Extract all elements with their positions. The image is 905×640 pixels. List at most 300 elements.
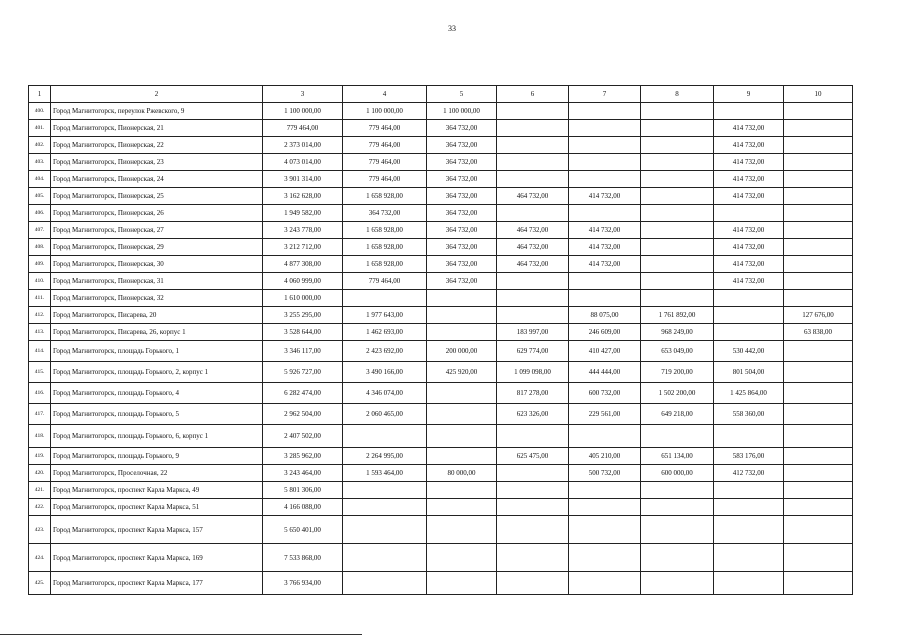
amount-cell: 1 761 892,00 — [641, 307, 714, 324]
amount-cell — [784, 404, 853, 425]
amount-cell: 229 561,00 — [569, 404, 641, 425]
table-row — [29, 404, 853, 425]
address-cell: Город Магнитогорск, проспект Карла Маркса, 49 — [51, 482, 263, 499]
address-cell: Город Магнитогорск, Пионерская, 32 — [51, 290, 263, 307]
row-number-cell: 425. — [29, 572, 51, 595]
amount-cell: 414 732,00 — [714, 120, 784, 137]
amount-cell — [641, 188, 714, 205]
amount-cell — [784, 256, 853, 273]
amount-cell: 1 100 000,00 — [343, 103, 427, 120]
amount-cell — [641, 290, 714, 307]
amount-cell: 1 502 200,00 — [641, 383, 714, 404]
amount-cell — [784, 273, 853, 290]
row-number-cell: 424. — [29, 544, 51, 572]
table-row — [29, 222, 853, 239]
amount-cell — [497, 482, 569, 499]
amount-cell: 425 920,00 — [427, 362, 497, 383]
amount-cell — [714, 324, 784, 341]
amount-cell — [343, 516, 427, 544]
table-body — [29, 103, 853, 595]
amount-cell — [641, 120, 714, 137]
row-number-cell: 417. — [29, 404, 51, 425]
amount-cell — [784, 362, 853, 383]
amount-cell — [497, 120, 569, 137]
column-header: 1 — [29, 86, 51, 103]
amount-cell: 364 732,00 — [427, 256, 497, 273]
amount-cell: 364 732,00 — [427, 154, 497, 171]
amount-cell — [497, 572, 569, 595]
amount-cell — [569, 273, 641, 290]
amount-cell — [784, 499, 853, 516]
amount-cell: 3 346 117,00 — [263, 341, 343, 362]
address-cell: Город Магнитогорск, Пионерская, 24 — [51, 171, 263, 188]
address-cell: Город Магнитогорск, проспект Карла Маркса, 177 — [51, 572, 263, 595]
amount-cell: 2 407 502,00 — [263, 425, 343, 448]
amount-cell — [427, 324, 497, 341]
address-cell: Город Магнитогорск, Пионерская, 27 — [51, 222, 263, 239]
amount-cell: 1 610 000,00 — [263, 290, 343, 307]
address-cell: Город Магнитогорск, Пионерская, 21 — [51, 120, 263, 137]
amount-cell — [427, 572, 497, 595]
amount-cell — [569, 205, 641, 222]
amount-cell: 2 423 692,00 — [343, 341, 427, 362]
table-row — [29, 425, 853, 448]
amount-cell: 364 732,00 — [427, 205, 497, 222]
amount-cell — [641, 222, 714, 239]
amount-cell — [641, 572, 714, 595]
amount-cell — [784, 222, 853, 239]
amount-cell: 414 732,00 — [714, 137, 784, 154]
amount-cell — [641, 171, 714, 188]
amount-cell: 3 490 166,00 — [343, 362, 427, 383]
amount-cell: 6 282 474,00 — [263, 383, 343, 404]
column-header: 6 — [497, 86, 569, 103]
amount-cell — [427, 425, 497, 448]
registry-table — [28, 85, 853, 595]
amount-cell — [569, 171, 641, 188]
amount-cell — [714, 544, 784, 572]
amount-cell: 3 901 314,00 — [263, 171, 343, 188]
amount-cell: 200 000,00 — [427, 341, 497, 362]
amount-cell — [569, 137, 641, 154]
amount-cell: 3 243 464,00 — [263, 465, 343, 482]
row-number-cell: 409. — [29, 256, 51, 273]
amount-cell — [497, 154, 569, 171]
amount-cell: 817 278,00 — [497, 383, 569, 404]
table-row — [29, 448, 853, 465]
amount-cell: 414 732,00 — [714, 256, 784, 273]
amount-cell: 3 243 778,00 — [263, 222, 343, 239]
amount-cell — [569, 482, 641, 499]
amount-cell — [427, 448, 497, 465]
amount-cell — [497, 465, 569, 482]
amount-cell — [641, 239, 714, 256]
amount-cell: 1 425 864,00 — [714, 383, 784, 404]
amount-cell: 364 732,00 — [427, 222, 497, 239]
amount-cell: 414 732,00 — [569, 239, 641, 256]
amount-cell — [343, 572, 427, 595]
column-header: 3 — [263, 86, 343, 103]
amount-cell — [427, 499, 497, 516]
address-cell: Город Магнитогорск, Пионерская, 26 — [51, 205, 263, 222]
table-row — [29, 324, 853, 341]
amount-cell: 364 732,00 — [427, 273, 497, 290]
amount-cell — [784, 154, 853, 171]
address-cell: Город Магнитогорск, площадь Горького, 6, корпус 1 — [51, 425, 263, 448]
amount-cell — [714, 516, 784, 544]
row-number-cell: 401. — [29, 120, 51, 137]
amount-cell: 779 464,00 — [343, 154, 427, 171]
amount-cell: 600 000,00 — [641, 465, 714, 482]
column-header: 2 — [51, 86, 263, 103]
row-number-cell: 420. — [29, 465, 51, 482]
address-cell: Город Магнитогорск, Пионерская, 31 — [51, 273, 263, 290]
amount-cell — [784, 425, 853, 448]
amount-cell: 364 732,00 — [427, 239, 497, 256]
amount-cell: 2 060 465,00 — [343, 404, 427, 425]
row-number-cell: 411. — [29, 290, 51, 307]
amount-cell: 4 346 074,00 — [343, 383, 427, 404]
amount-cell — [784, 341, 853, 362]
amount-cell: 63 838,00 — [784, 324, 853, 341]
row-number-cell: 408. — [29, 239, 51, 256]
amount-cell: 4 166 088,00 — [263, 499, 343, 516]
address-cell: Город Магнитогорск, площадь Горького, 9 — [51, 448, 263, 465]
row-number-cell: 402. — [29, 137, 51, 154]
amount-cell: 4 877 308,00 — [263, 256, 343, 273]
column-header: 7 — [569, 86, 641, 103]
amount-cell — [343, 499, 427, 516]
amount-cell: 5 650 401,00 — [263, 516, 343, 544]
amount-cell: 414 732,00 — [569, 188, 641, 205]
amount-cell: 651 134,00 — [641, 448, 714, 465]
amount-cell: 364 732,00 — [343, 205, 427, 222]
amount-cell — [714, 482, 784, 499]
footer-divider — [0, 634, 362, 635]
amount-cell: 127 676,00 — [784, 307, 853, 324]
row-number-cell: 404. — [29, 171, 51, 188]
amount-cell — [497, 137, 569, 154]
row-number-cell: 410. — [29, 273, 51, 290]
table-row — [29, 256, 853, 273]
table-row — [29, 290, 853, 307]
row-number-cell: 405. — [29, 188, 51, 205]
amount-cell: 1 658 928,00 — [343, 188, 427, 205]
amount-cell: 1 658 928,00 — [343, 239, 427, 256]
amount-cell — [714, 307, 784, 324]
amount-cell: 364 732,00 — [427, 171, 497, 188]
address-cell: Город Магнитогорск, проспект Карла Маркса, 157 — [51, 516, 263, 544]
amount-cell — [427, 482, 497, 499]
amount-cell: 558 360,00 — [714, 404, 784, 425]
table-row — [29, 572, 853, 595]
amount-cell — [497, 171, 569, 188]
amount-cell — [784, 205, 853, 222]
address-cell: Город Магнитогорск, площадь Горького, 5 — [51, 404, 263, 425]
amount-cell: 414 732,00 — [569, 222, 641, 239]
table-row — [29, 205, 853, 222]
table-header-row — [29, 86, 853, 103]
table-row — [29, 120, 853, 137]
amount-cell: 183 997,00 — [497, 324, 569, 341]
amount-cell — [784, 383, 853, 404]
amount-cell: 464 732,00 — [497, 239, 569, 256]
address-cell: Город Магнитогорск, площадь Горького, 1 — [51, 341, 263, 362]
amount-cell — [784, 239, 853, 256]
row-number-cell: 421. — [29, 482, 51, 499]
amount-cell — [641, 516, 714, 544]
amount-cell — [784, 137, 853, 154]
amount-cell: 779 464,00 — [343, 273, 427, 290]
amount-cell: 5 801 306,00 — [263, 482, 343, 499]
amount-cell — [784, 188, 853, 205]
amount-cell: 649 218,00 — [641, 404, 714, 425]
amount-cell: 246 609,00 — [569, 324, 641, 341]
amount-cell: 410 427,00 — [569, 341, 641, 362]
amount-cell — [497, 290, 569, 307]
amount-cell — [569, 103, 641, 120]
amount-cell — [784, 482, 853, 499]
table-row — [29, 341, 853, 362]
row-number-cell: 412. — [29, 307, 51, 324]
address-cell: Город Магнитогорск, Писарева, 20 — [51, 307, 263, 324]
amount-cell — [569, 544, 641, 572]
column-header: 9 — [714, 86, 784, 103]
amount-cell: 88 075,00 — [569, 307, 641, 324]
amount-cell: 4 073 014,00 — [263, 154, 343, 171]
amount-cell: 414 732,00 — [569, 256, 641, 273]
amount-cell: 1 593 464,00 — [343, 465, 427, 482]
amount-cell: 625 475,00 — [497, 448, 569, 465]
amount-cell — [343, 482, 427, 499]
amount-cell — [427, 290, 497, 307]
amount-cell — [641, 137, 714, 154]
amount-cell: 1 462 693,00 — [343, 324, 427, 341]
table-row — [29, 154, 853, 171]
amount-cell: 2 373 014,00 — [263, 137, 343, 154]
row-number-cell: 403. — [29, 154, 51, 171]
amount-cell: 5 926 727,00 — [263, 362, 343, 383]
amount-cell: 530 442,00 — [714, 341, 784, 362]
address-cell: Город Магнитогорск, Пионерская, 23 — [51, 154, 263, 171]
amount-cell — [569, 290, 641, 307]
amount-cell: 2 264 995,00 — [343, 448, 427, 465]
amount-cell — [569, 516, 641, 544]
amount-cell — [497, 307, 569, 324]
amount-cell — [784, 290, 853, 307]
row-number-cell: 418. — [29, 425, 51, 448]
amount-cell — [497, 103, 569, 120]
amount-cell — [641, 273, 714, 290]
amount-cell — [569, 499, 641, 516]
amount-cell — [784, 516, 853, 544]
table-row — [29, 239, 853, 256]
amount-cell — [497, 499, 569, 516]
amount-cell: 583 176,00 — [714, 448, 784, 465]
amount-cell — [497, 544, 569, 572]
amount-cell: 779 464,00 — [343, 171, 427, 188]
table-row — [29, 544, 853, 572]
amount-cell — [497, 205, 569, 222]
amount-cell: 3 766 934,00 — [263, 572, 343, 595]
address-cell: Город Магнитогорск, площадь Горького, 2, корпус 1 — [51, 362, 263, 383]
amount-cell: 414 732,00 — [714, 154, 784, 171]
amount-cell — [343, 544, 427, 572]
table-row — [29, 307, 853, 324]
amount-cell — [714, 290, 784, 307]
amount-cell: 412 732,00 — [714, 465, 784, 482]
amount-cell: 364 732,00 — [427, 188, 497, 205]
amount-cell — [497, 273, 569, 290]
row-number-cell: 413. — [29, 324, 51, 341]
amount-cell — [343, 425, 427, 448]
page-number: 33 — [448, 24, 456, 33]
address-cell: Город Магнитогорск, Пионерская, 30 — [51, 256, 263, 273]
amount-cell: 464 732,00 — [497, 222, 569, 239]
amount-cell — [784, 120, 853, 137]
amount-cell: 1 658 928,00 — [343, 256, 427, 273]
amount-cell: 1 099 098,00 — [497, 362, 569, 383]
row-number-cell: 423. — [29, 516, 51, 544]
amount-cell: 3 212 712,00 — [263, 239, 343, 256]
amount-cell — [714, 425, 784, 448]
amount-cell: 3 162 628,00 — [263, 188, 343, 205]
amount-cell: 7 533 868,00 — [263, 544, 343, 572]
amount-cell: 1 949 582,00 — [263, 205, 343, 222]
table-row — [29, 188, 853, 205]
address-cell: Город Магнитогорск, Пионерская, 25 — [51, 188, 263, 205]
amount-cell — [641, 544, 714, 572]
amount-cell — [427, 516, 497, 544]
amount-cell — [784, 171, 853, 188]
amount-cell: 464 732,00 — [497, 256, 569, 273]
amount-cell — [569, 120, 641, 137]
amount-cell: 464 732,00 — [497, 188, 569, 205]
amount-cell: 1 977 643,00 — [343, 307, 427, 324]
amount-cell — [427, 383, 497, 404]
table-row — [29, 362, 853, 383]
amount-cell: 414 732,00 — [714, 188, 784, 205]
amount-cell: 653 049,00 — [641, 341, 714, 362]
amount-cell — [641, 205, 714, 222]
amount-cell: 414 732,00 — [714, 273, 784, 290]
table-row — [29, 383, 853, 404]
address-cell: Город Магнитогорск, Пионерская, 22 — [51, 137, 263, 154]
amount-cell: 1 100 000,00 — [263, 103, 343, 120]
amount-cell: 364 732,00 — [427, 137, 497, 154]
amount-cell — [641, 103, 714, 120]
amount-cell: 719 200,00 — [641, 362, 714, 383]
amount-cell: 779 464,00 — [263, 120, 343, 137]
amount-cell: 629 774,00 — [497, 341, 569, 362]
amount-cell: 3 528 644,00 — [263, 324, 343, 341]
table-row — [29, 103, 853, 120]
amount-cell: 779 464,00 — [343, 137, 427, 154]
amount-cell: 364 732,00 — [427, 120, 497, 137]
amount-cell — [784, 572, 853, 595]
amount-cell — [641, 482, 714, 499]
amount-cell: 1 658 928,00 — [343, 222, 427, 239]
amount-cell — [784, 103, 853, 120]
amount-cell — [427, 544, 497, 572]
amount-cell: 3 285 962,00 — [263, 448, 343, 465]
address-cell: Город Магнитогорск, переулок Ржевского, 9 — [51, 103, 263, 120]
amount-cell: 444 444,00 — [569, 362, 641, 383]
amount-cell: 968 249,00 — [641, 324, 714, 341]
column-header: 8 — [641, 86, 714, 103]
address-cell: Город Магнитогорск, Писарева, 26, корпус 1 — [51, 324, 263, 341]
amount-cell: 2 962 504,00 — [263, 404, 343, 425]
row-number-cell: 414. — [29, 341, 51, 362]
amount-cell — [714, 205, 784, 222]
amount-cell — [569, 425, 641, 448]
amount-cell — [569, 572, 641, 595]
amount-cell: 600 732,00 — [569, 383, 641, 404]
amount-cell: 1 100 000,00 — [427, 103, 497, 120]
row-number-cell: 407. — [29, 222, 51, 239]
table-row — [29, 137, 853, 154]
amount-cell — [714, 499, 784, 516]
amount-cell — [641, 425, 714, 448]
amount-cell — [784, 544, 853, 572]
amount-cell — [427, 307, 497, 324]
amount-cell — [427, 404, 497, 425]
row-number-cell: 400. — [29, 103, 51, 120]
amount-cell — [641, 154, 714, 171]
address-cell: Город Магнитогорск, площадь Горького, 4 — [51, 383, 263, 404]
address-cell: Город Магнитогорск, проспект Карла Маркса, 51 — [51, 499, 263, 516]
table-row — [29, 273, 853, 290]
amount-cell — [784, 465, 853, 482]
amount-cell — [714, 572, 784, 595]
amount-cell: 405 210,00 — [569, 448, 641, 465]
amount-cell: 414 732,00 — [714, 239, 784, 256]
amount-cell — [569, 154, 641, 171]
amount-cell — [343, 290, 427, 307]
amount-cell: 623 326,00 — [497, 404, 569, 425]
table-row — [29, 516, 853, 544]
table-row — [29, 499, 853, 516]
amount-cell: 500 732,00 — [569, 465, 641, 482]
amount-cell — [714, 103, 784, 120]
table-row — [29, 482, 853, 499]
row-number-cell: 406. — [29, 205, 51, 222]
amount-cell — [641, 499, 714, 516]
address-cell: Город Магнитогорск, Проселочная, 22 — [51, 465, 263, 482]
amount-cell — [641, 256, 714, 273]
amount-cell: 414 732,00 — [714, 171, 784, 188]
table-row — [29, 465, 853, 482]
column-header: 5 — [427, 86, 497, 103]
address-cell: Город Магнитогорск, Пионерская, 29 — [51, 239, 263, 256]
address-cell: Город Магнитогорск, проспект Карла Маркса, 169 — [51, 544, 263, 572]
amount-cell — [497, 516, 569, 544]
amount-cell: 4 060 999,00 — [263, 273, 343, 290]
amount-cell — [784, 448, 853, 465]
amount-cell: 80 000,00 — [427, 465, 497, 482]
column-header: 10 — [784, 86, 853, 103]
amount-cell: 3 255 295,00 — [263, 307, 343, 324]
amount-cell: 801 504,00 — [714, 362, 784, 383]
row-number-cell: 415. — [29, 362, 51, 383]
row-number-cell: 422. — [29, 499, 51, 516]
row-number-cell: 416. — [29, 383, 51, 404]
amount-cell — [497, 425, 569, 448]
column-header: 4 — [343, 86, 427, 103]
amount-cell: 779 464,00 — [343, 120, 427, 137]
table-row — [29, 171, 853, 188]
amount-cell: 414 732,00 — [714, 222, 784, 239]
